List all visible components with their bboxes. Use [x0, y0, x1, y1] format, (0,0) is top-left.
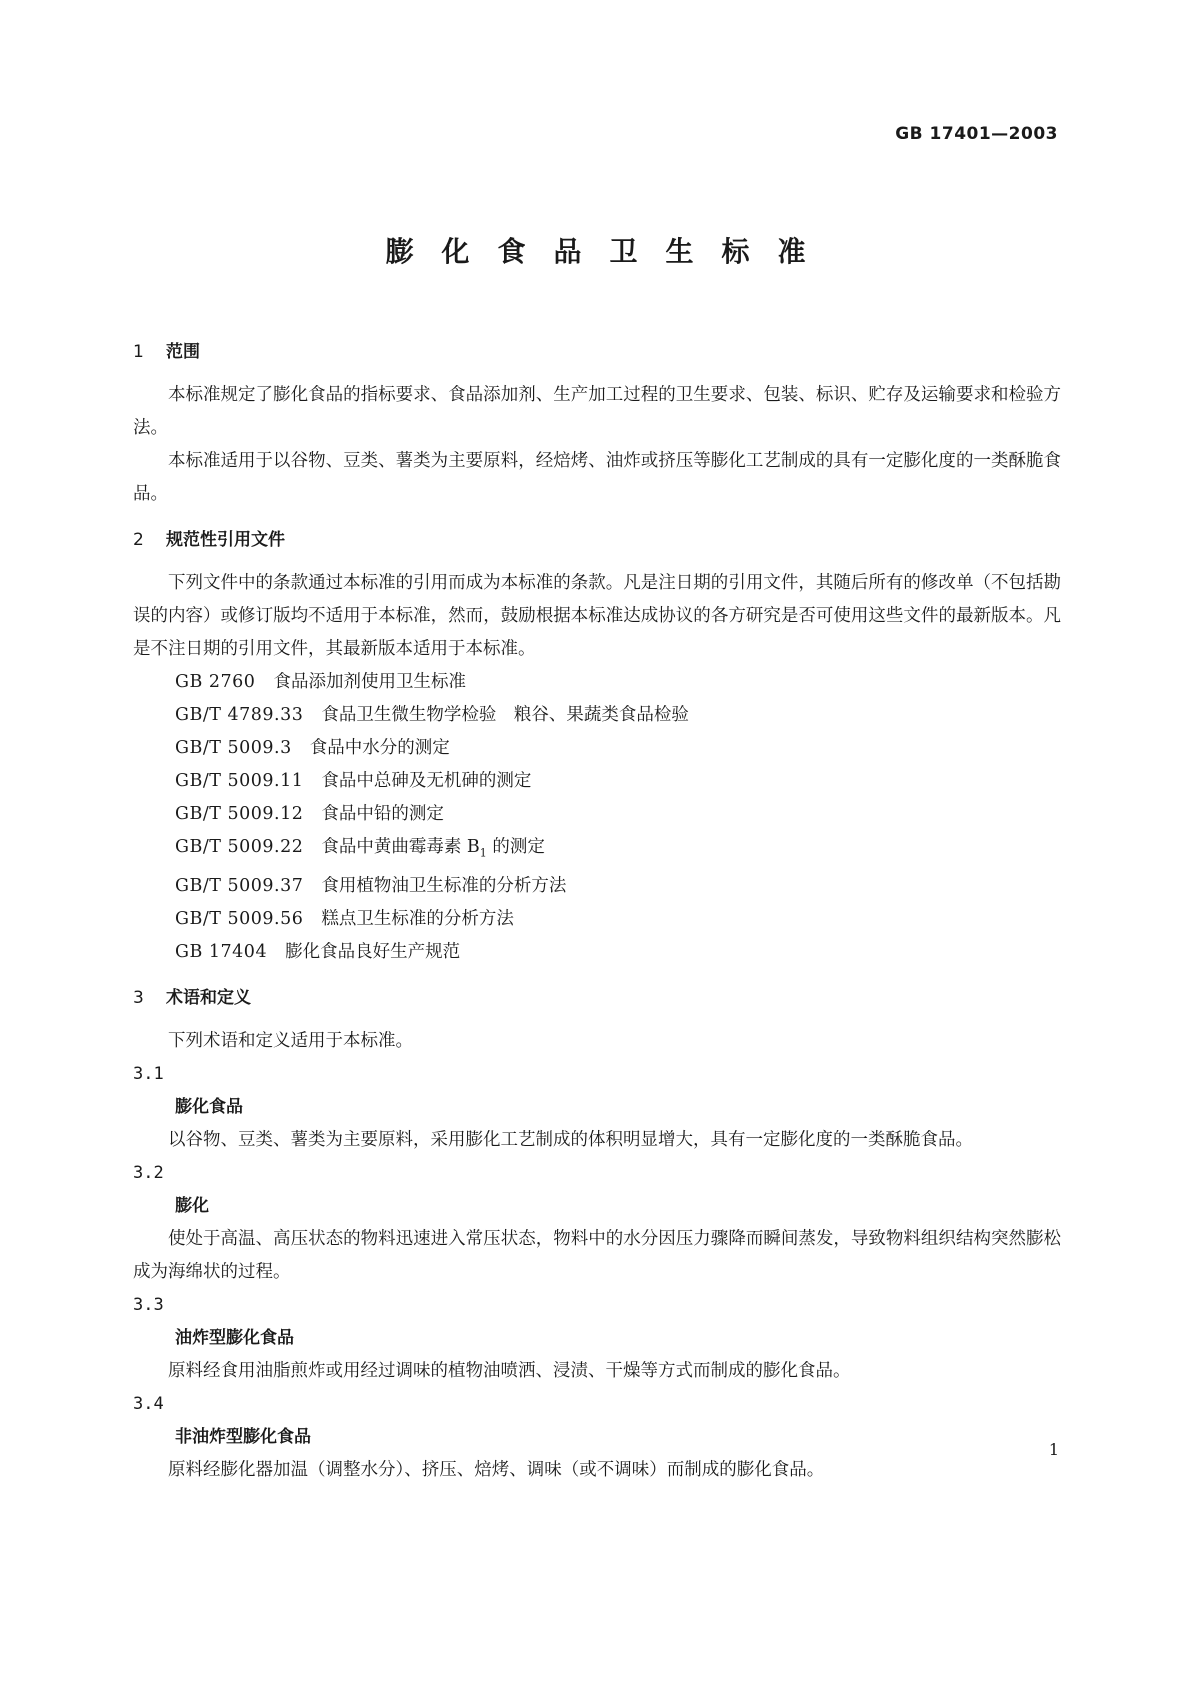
page-number: 1 — [1048, 1440, 1059, 1459]
reference-code: GB 17404 — [175, 941, 268, 962]
reference-code: GB/T 5009.11 — [175, 771, 304, 791]
section-number: 2 — [133, 530, 144, 550]
paragraph: 本标准适用于以谷物、豆类、薯类为主要原料，经焙烤、油炸或挤压等膨化工艺制成的具有一定膨化度的一类酥脆食品。 — [133, 451, 1061, 504]
reference-item — [133, 765, 1061, 798]
term-definition: 使处于高温、高压状态的物料迅速进入常压状态，物料中的水分因压力骤降而瞬间蒸发，导致物料组织结构突然膨松成为海绵状的过程。 — [133, 1228, 1061, 1282]
reference-name: 膨化食品良好生产规范 — [285, 941, 461, 962]
reference-code: GB/T 5009.3 — [175, 738, 292, 758]
term-title: 膨化 — [175, 1195, 209, 1216]
paragraph: 下列文件中的条款通过本标准的引用而成为本标准的条款。凡是注日期的引用文件，其随后所有的修改单（不包括勘误的内容）或修订版均不适用于本标准，然而，鼓励根据本标准达成协议的各方研究是否可使用这些文件的最新版本。凡是不注日期的引用文件，其最新版本适用于本标准。 — [133, 573, 1061, 659]
term-number: 3.3 — [133, 1294, 164, 1315]
reference-item — [133, 870, 1061, 903]
section-heading — [133, 335, 1061, 369]
term-title: 油炸型膨化食品 — [175, 1327, 294, 1348]
term-definition: 以谷物、豆类、薯类为主要原料，采用膨化工艺制成的体积明显增大，具有一定膨化度的一类酥脆食品。 — [168, 1129, 973, 1150]
reference-name: 食品中黄曲霉毒素 B — [321, 837, 480, 857]
reference-name: 食品中总砷及无机砷的测定 — [321, 771, 532, 791]
reference-name-tail: 的测定 — [486, 837, 545, 857]
reference-code: GB/T 5009.22 — [175, 837, 304, 857]
reference-code: GB 2760 — [175, 672, 256, 692]
reference-name: 食用植物油卫生标准的分析方法 — [321, 875, 567, 896]
term-title: 非油炸型膨化食品 — [175, 1426, 311, 1447]
section-number: 3 — [133, 987, 144, 1008]
section-heading — [133, 523, 1061, 557]
reference-item — [133, 666, 1061, 699]
term-definition: 原料经膨化器加温（调整水分）、挤压、焙烤、调味（或不调味）而制成的膨化食品。 — [168, 1459, 825, 1480]
reference-item — [133, 732, 1061, 765]
reference-item — [133, 903, 1061, 936]
term-number: 3.2 — [133, 1162, 164, 1183]
section-title: 范围 — [166, 342, 200, 362]
reference-item — [133, 936, 1061, 969]
reference-name: 食品中水分的测定 — [309, 738, 450, 758]
reference-list — [133, 666, 1061, 969]
term-definition: 原料经食用油脂煎炸或用经过调味的植物油喷洒、浸渍、干燥等方式而制成的膨化食品。 — [168, 1360, 851, 1381]
reference-code: GB/T 4789.33 — [175, 705, 304, 725]
reference-name: 食品卫生微生物学检验 粮谷、果蔬类食品检验 — [321, 705, 689, 725]
reference-name: 糕点卫生标准的分析方法 — [321, 908, 514, 929]
document-body — [133, 335, 1061, 1487]
reference-item — [133, 699, 1061, 732]
subscript: 1 — [479, 846, 487, 860]
section-title: 规范性引用文件 — [166, 530, 285, 550]
reference-name: 食品添加剂使用卫生标准 — [273, 672, 466, 692]
term-title: 膨化食品 — [175, 1096, 243, 1117]
term-number: 3.4 — [133, 1393, 164, 1414]
reference-name: 食品中铅的测定 — [321, 804, 444, 824]
reference-code: GB/T 5009.12 — [175, 804, 304, 824]
reference-code: GB/T 5009.56 — [175, 908, 304, 929]
term-number: 3.1 — [133, 1063, 164, 1084]
section-number: 1 — [133, 342, 144, 362]
paragraph: 下列术语和定义适用于本标准。 — [168, 1030, 413, 1051]
document-title: 膨化食品卫生标准 — [385, 235, 834, 268]
section-title: 术语和定义 — [166, 987, 251, 1008]
reference-item — [133, 798, 1061, 831]
paragraph: 本标准规定了膨化食品的指标要求、食品添加剂、生产加工过程的卫生要求、包装、标识、贮存及运输要求和检验方法。 — [133, 385, 1061, 438]
reference-code: GB/T 5009.37 — [175, 875, 304, 896]
section-heading — [133, 981, 1061, 1015]
standard-number: GB 17401—2003 — [895, 124, 1058, 144]
reference-item — [133, 831, 1061, 870]
